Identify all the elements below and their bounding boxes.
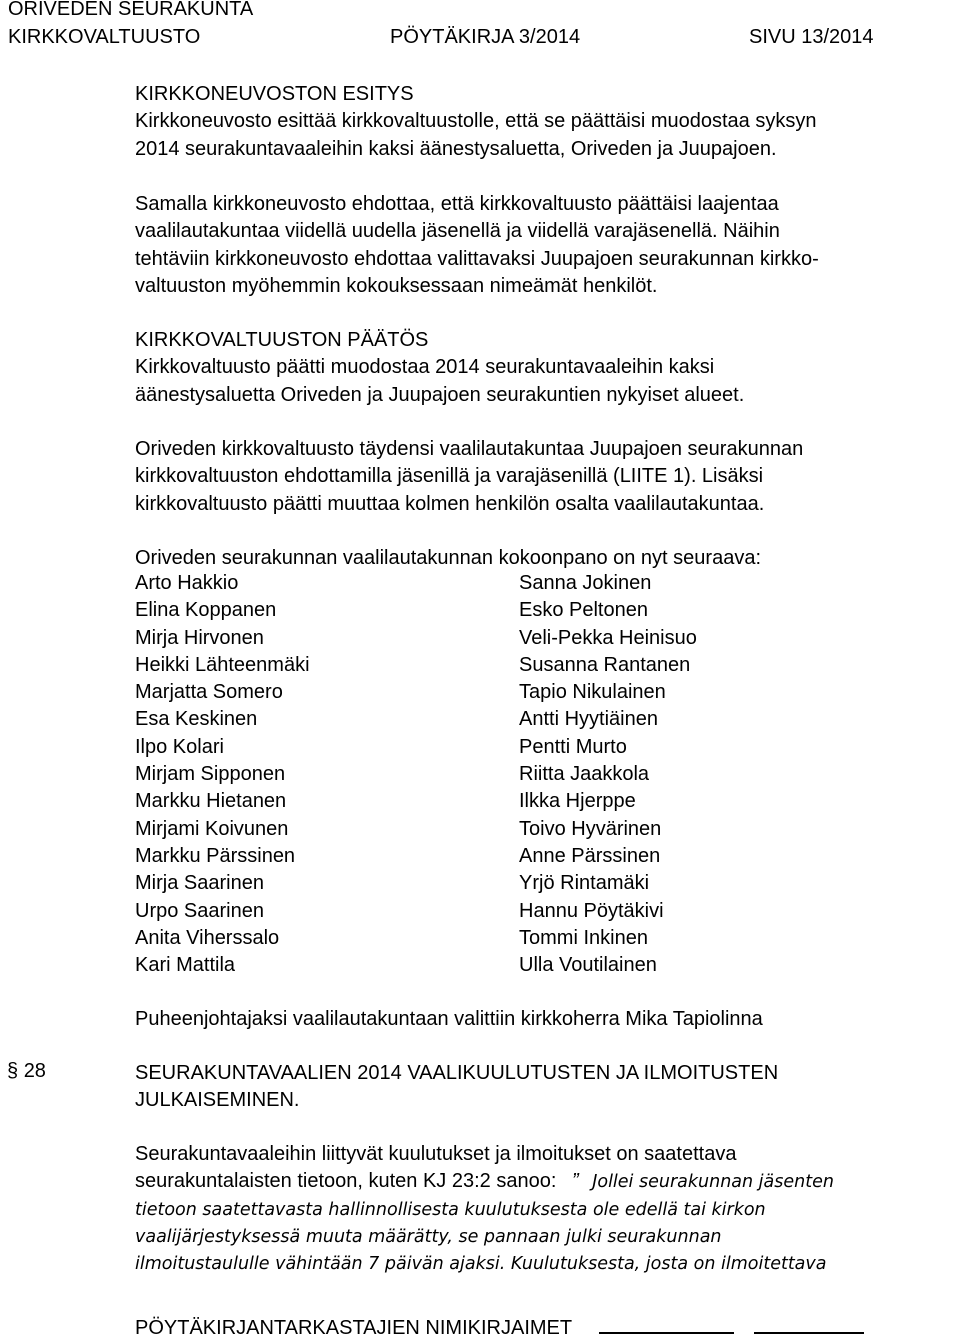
member-name: Ilpo Kolari xyxy=(135,735,224,758)
proposal-line: vaalilautakuntaa viidellä uudella jäsenellä ja viidellä varajäsenellä. Näihin xyxy=(135,220,780,243)
header-body: KIRKKOVALTUUSTO xyxy=(8,26,201,48)
members-row xyxy=(135,952,697,979)
member-name: Toivo Hyvärinen xyxy=(519,817,662,840)
members-row xyxy=(135,570,697,597)
member-name: Markku Pärssinen xyxy=(135,844,296,867)
member-name: Pentti Murto xyxy=(519,735,627,758)
header-page: SIVU 13/2014 xyxy=(749,26,874,48)
member-name: Veli-Pekka Heinisuo xyxy=(519,626,697,649)
proposal-line: valtuuston myöhemmin kokouksessaan nimeämät henkilöt. xyxy=(135,274,658,297)
decision-line: Kirkkovaltuusto päätti muodostaa 2014 seurakuntavaaleihin kaksi xyxy=(135,356,715,379)
member-name: Urpo Saarinen xyxy=(135,899,264,922)
quote-line: tietoon saatettavasta hallinnollisesta kuulutuksesta ole edellä tai kirkon xyxy=(135,1199,766,1220)
member-name: Anne Pärssinen xyxy=(519,844,661,867)
section-body xyxy=(135,1141,834,1278)
member-name: Susanna Rantanen xyxy=(519,653,691,676)
members-list xyxy=(135,570,697,979)
proposal-line: Samalla kirkkoneuvosto ehdottaa, että kirkkovaltuusto päättäisi laajentaa xyxy=(135,193,779,215)
member-name: Marjatta Somero xyxy=(135,681,283,704)
member-name: Heikki Lähteenmäki xyxy=(135,653,310,676)
header-org: ORIVEDEN SEURAKUNTA xyxy=(8,0,254,20)
decision-line: kirkkovaltuuston ehdottamilla jäsenillä ja varajäsenillä (LIITE 1). Lisäksi xyxy=(135,465,764,488)
members-row xyxy=(135,898,697,925)
members-row xyxy=(135,734,697,761)
members-row xyxy=(135,788,697,815)
section-title-line: SEURAKUNTAVAALIEN 2014 VAALIKUULUTUSTEN JA ILMOITUSTEN xyxy=(135,1062,779,1084)
member-name: Yrjö Rintamäki xyxy=(519,872,650,895)
member-name: Ulla Voutilainen xyxy=(519,954,657,977)
proposal-paragraph-2 xyxy=(135,191,819,300)
proposal-line: 2014 seurakuntavaaleihin kaksi äänestysaluetta, Oriveden ja Juupajoen. xyxy=(135,137,777,160)
member-name: Esa Keskinen xyxy=(135,708,258,731)
members-row xyxy=(135,679,697,706)
member-name: Hannu Pöytäkivi xyxy=(519,899,664,922)
quote-mark: ” xyxy=(571,1170,579,1193)
proposal-line: tehtäviin kirkkoneuvosto ehdottaa valittavaksi Juupajoen seurakunnan kirkko- xyxy=(135,247,819,270)
members-row xyxy=(135,925,697,952)
section-body-line: Seurakuntavaaleihin liittyvät kuulutukset ja ilmoitukset on saatettava xyxy=(135,1143,737,1165)
section-body-line xyxy=(135,1168,834,1196)
member-name: Arto Hakkio xyxy=(135,572,239,594)
quote-line: ilmoitustaululle vähintään 7 päivän ajaksi. Kuulutuksesta, josta on ilmoitettava xyxy=(135,1253,827,1274)
members-row xyxy=(135,652,697,679)
member-name: Ilkka Hjerppe xyxy=(519,790,636,813)
section-title-line: JULKAISEMINEN. xyxy=(135,1089,300,1112)
member-name: Sanna Jokinen xyxy=(519,572,652,594)
member-name: Kari Mattila xyxy=(135,954,236,977)
section-symbol: § xyxy=(7,1060,24,1082)
member-name: Mirjami Koivunen xyxy=(135,817,289,840)
header-doc: PÖYTÄKIRJA 3/2014 xyxy=(390,26,581,48)
section-body-text: seurakuntalaisten tietoon, kuten KJ 23:2 sanoo: xyxy=(135,1170,557,1193)
member-name: Anita Viherssalo xyxy=(135,926,280,949)
signature-line-1 xyxy=(599,1314,734,1334)
section-marker xyxy=(7,1058,46,1085)
members-row xyxy=(135,706,697,733)
member-name: Riitta Jaakkola xyxy=(519,763,650,786)
member-name: Mirja Saarinen xyxy=(135,872,264,895)
members-row xyxy=(135,816,697,843)
members-row xyxy=(135,761,697,788)
chairman-line: Puheenjohtajaksi vaalilautakuntaan valittiin kirkkoherra Mika Tapiolinna xyxy=(135,1008,763,1030)
decision-line: äänestysaluetta Oriveden ja Juupajoen seurakuntien nykyiset alueet. xyxy=(135,383,745,406)
proposal-line: Kirkkoneuvosto esittää kirkkovaltuustolle, että se päättäisi muodostaa syksyn xyxy=(135,110,817,133)
quote-text: Jollei seurakunnan jäsenten xyxy=(592,1172,834,1193)
member-name: Mirja Hirvonen xyxy=(135,626,264,649)
member-name: Antti Hyytiäinen xyxy=(519,708,658,731)
member-name: Mirjam Sipponen xyxy=(135,763,286,786)
members-row xyxy=(135,597,697,624)
section-number: 28 xyxy=(23,1060,46,1082)
members-row xyxy=(135,625,697,652)
decision-heading: KIRKKOVALTUUSTON PÄÄTÖS xyxy=(135,329,429,351)
decision-line: kirkkovaltuusto päätti muuttaa kolmen henkilön osalta vaalilautakuntaa. xyxy=(135,492,765,515)
member-name: Tapio Nikulainen xyxy=(519,681,666,704)
composition-intro: Oriveden seurakunnan vaalilautakunnan kokoonpano on nyt seuraava: xyxy=(135,547,761,569)
footer-signatures xyxy=(135,1314,864,1342)
signature-line-2 xyxy=(754,1314,864,1334)
quote-line: vaalijärjestyksessä muuta määrätty, se pannaan julki seurakunnan xyxy=(135,1226,722,1247)
member-name: Elina Koppanen xyxy=(135,599,277,622)
members-row xyxy=(135,870,697,897)
members-row xyxy=(135,843,697,870)
proposal-section xyxy=(135,81,816,163)
decision-line: Oriveden kirkkovaltuusto täydensi vaalilautakuntaa Juupajoen seurakunnan xyxy=(135,438,804,460)
member-name: Markku Hietanen xyxy=(135,790,287,813)
member-name: Esko Peltonen xyxy=(519,599,648,622)
proposal-heading: KIRKKONEUVOSTON ESITYS xyxy=(135,83,414,105)
signatures-label: PÖYTÄKIRJANTARKASTAJIEN NIMIKIRJAIMET xyxy=(135,1317,572,1339)
decision-section xyxy=(135,327,744,409)
member-name: Tommi Inkinen xyxy=(519,926,648,949)
decision-paragraph-2 xyxy=(135,436,803,518)
section-title xyxy=(135,1060,778,1115)
